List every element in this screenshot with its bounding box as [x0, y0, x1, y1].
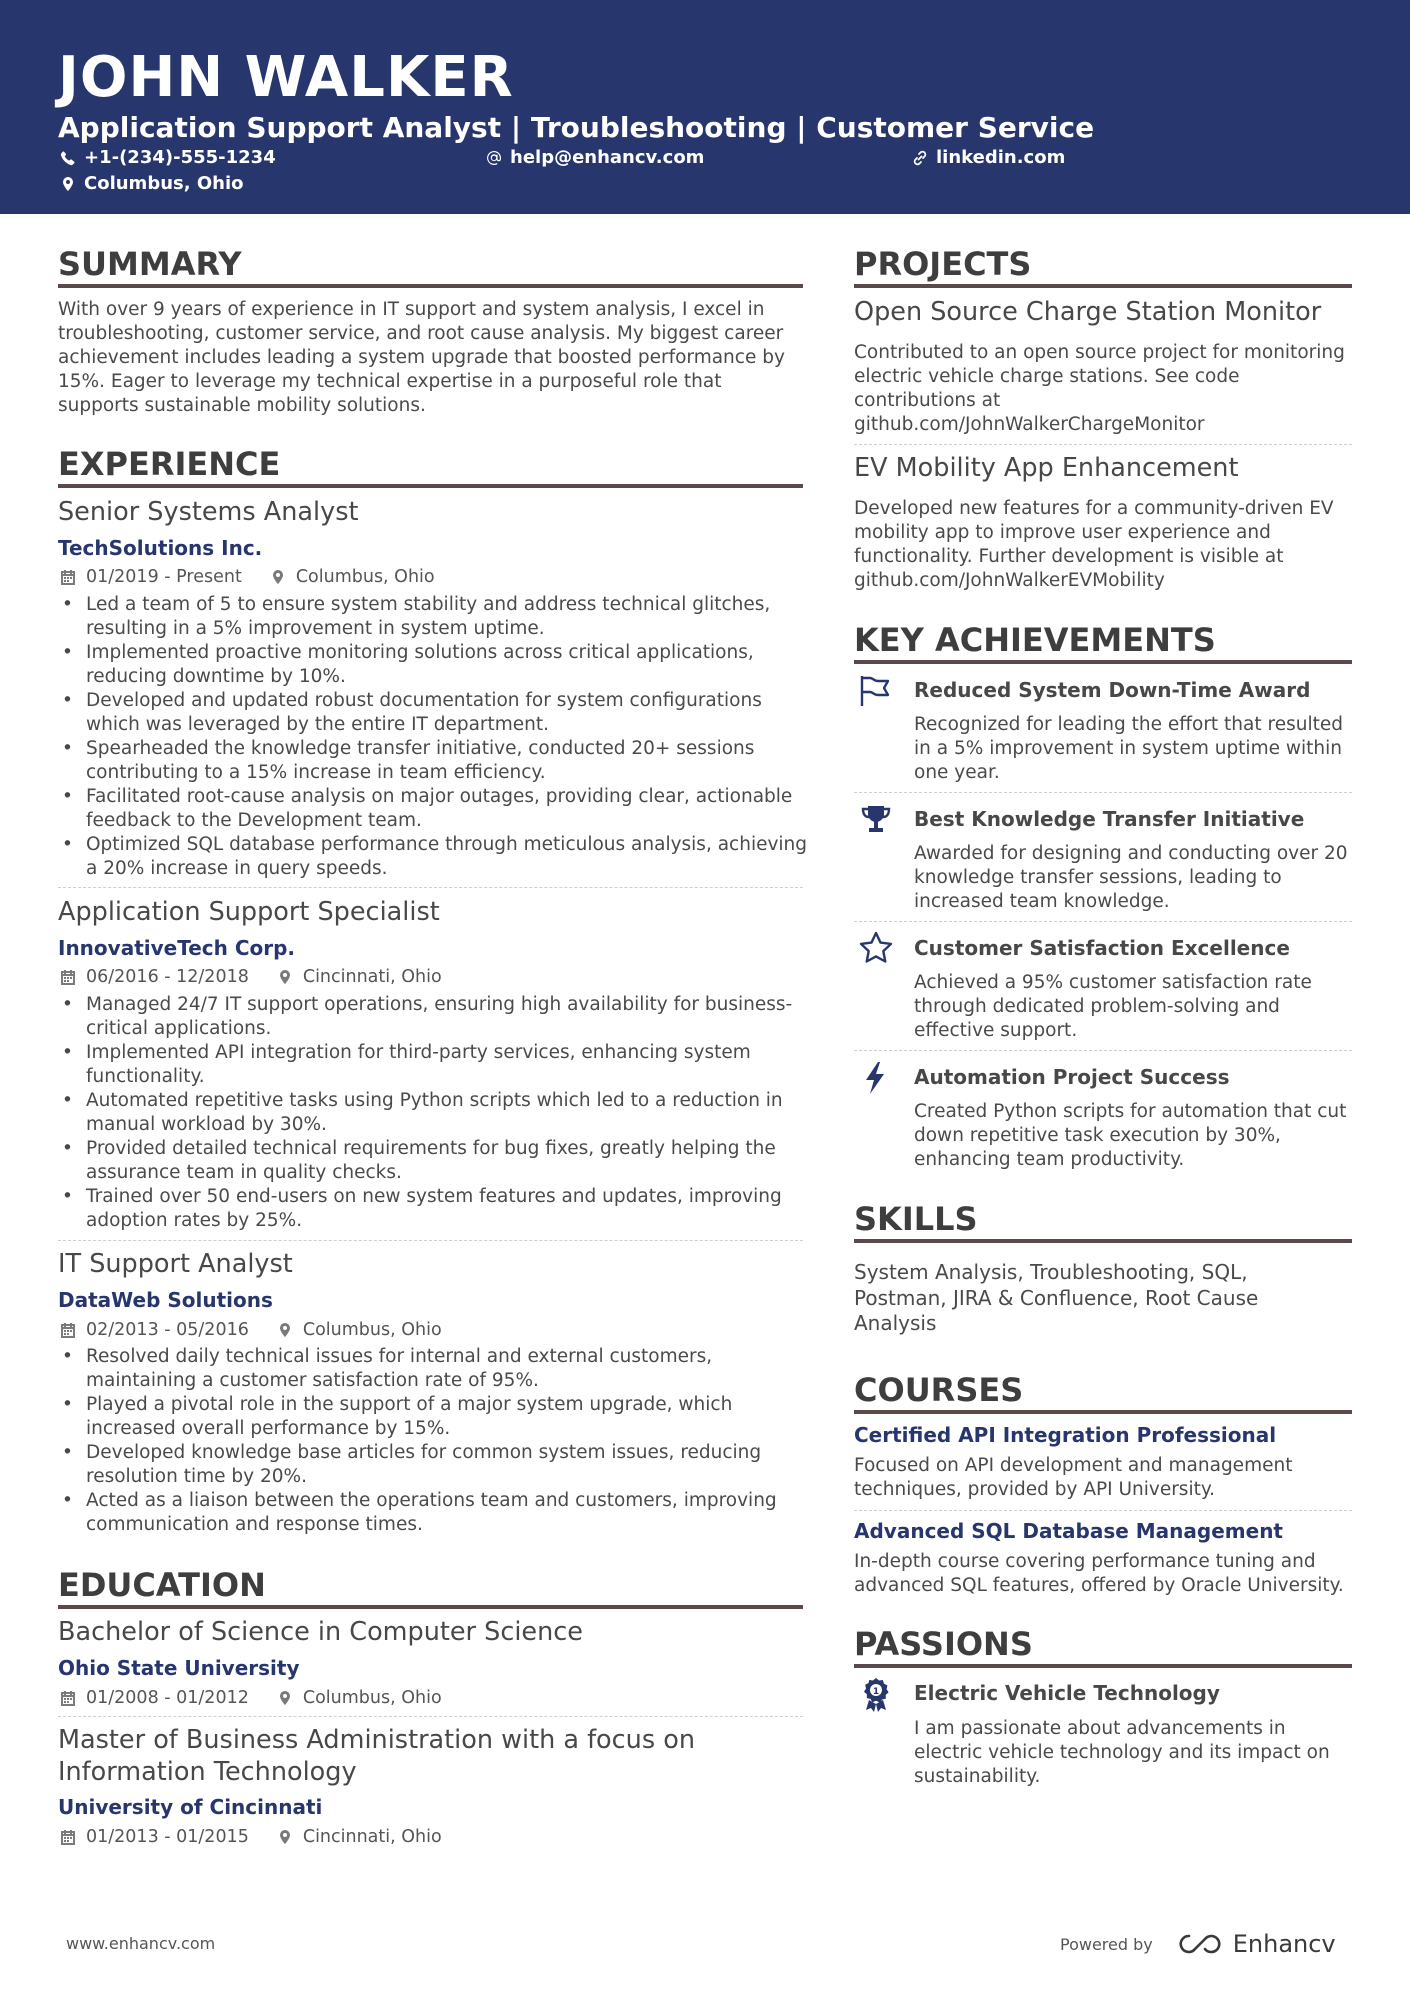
achievements-heading: KEY ACHIEVEMENTS	[854, 621, 1216, 659]
experience-heading: EXPERIENCE	[58, 445, 281, 483]
job-dates: 06/2016 - 12/2018	[86, 967, 249, 987]
star-icon	[858, 930, 894, 966]
job-location: Columbus, Ohio	[302, 1320, 442, 1340]
location-pin-icon	[277, 1829, 293, 1845]
location-pin-icon	[60, 176, 76, 192]
divider	[58, 1716, 803, 1717]
school-name: University of Cincinnati	[58, 1795, 323, 1819]
education-heading: EDUCATION	[58, 1566, 266, 1604]
calendar-icon	[60, 1322, 76, 1338]
email-text: help@enhancv.com	[510, 147, 705, 168]
job-bullets	[58, 993, 808, 1233]
education-meta	[60, 1686, 442, 1710]
project-description: Developed new features for a community-driven EV mobility app to improve user experience and functionality. Further development is visible at github.com/JohnWalkerEVMobility	[854, 498, 1334, 591]
divider	[58, 887, 803, 888]
calendar-icon	[60, 1829, 76, 1845]
list-item: • Provided detailed technical requirements for bug fixes, greatly helping the assurance team in quality checks.	[58, 1137, 808, 1185]
education-dates: 01/2013 - 01/2015	[86, 1827, 249, 1847]
list-item: • Managed 24/7 IT support operations, ensuring high availability for business-critical applications.	[58, 993, 808, 1041]
at-icon	[486, 150, 502, 166]
skills-rule	[854, 1239, 1352, 1243]
phone-contact[interactable]	[60, 146, 276, 170]
location-pin-icon	[277, 1690, 293, 1706]
list-item: • Resolved daily technical issues for internal and external customers, maintaining a customer satisfaction rate of 95%.	[58, 1345, 808, 1393]
job-company: InnovativeTech Corp.	[58, 936, 296, 960]
list-item: • Trained over 50 end-users on new system features and updates, improving adoption rates by 25%.	[58, 1185, 808, 1233]
job-role: Application Support Specialist	[58, 897, 440, 927]
divider	[854, 921, 1352, 922]
divider	[854, 444, 1352, 445]
list-item: • Implemented API integration for third-party services, enhancing system functionality.	[58, 1041, 808, 1089]
calendar-icon	[60, 969, 76, 985]
course-description: In-depth course covering performance tuning and advanced SQL features, offered by Oracle University.	[854, 1551, 1344, 1596]
flag-icon	[858, 672, 894, 708]
achievement-title: Customer Satisfaction Excellence	[914, 936, 1290, 960]
school-name: Ohio State University	[58, 1656, 300, 1680]
course-title: Advanced SQL Database Management	[854, 1519, 1283, 1543]
achievement-description: Awarded for designing and conducting over 20 knowledge transfer sessions, leading to increased team knowledge.	[914, 843, 1348, 912]
achievement-title: Automation Project Success	[914, 1065, 1230, 1089]
degree-title: Bachelor of Science in Computer Science	[58, 1617, 583, 1647]
list-item: • Facilitated root-cause analysis on major outages, providing clear, actionable feedback to the Development team.	[58, 785, 808, 833]
divider	[854, 1050, 1352, 1051]
achievement-title: Reduced System Down-Time Award	[914, 678, 1311, 702]
skills-heading: SKILLS	[854, 1200, 978, 1238]
experience-rule	[58, 484, 803, 488]
job-location: Columbus, Ohio	[295, 567, 435, 587]
phone-text: +1-(234)-555-1234	[84, 147, 276, 168]
linkedin-contact[interactable]	[912, 146, 1065, 170]
headline: Application Support Analyst | Troubleshooting | Customer Service	[58, 111, 1095, 144]
summary-text: With over 9 years of experience in IT support and system analysis, I excel in troubleshooting, customer service, and root cause analysis. My biggest career achievement includes leading a system upgrade that boosted performance by 15%. Eager to leverage my technical expertise in a purposeful role that supports sustainable mobility solutions.	[58, 299, 785, 416]
achievement-title: Best Knowledge Transfer Initiative	[914, 807, 1305, 831]
job-dates: 01/2019 - Present	[86, 567, 242, 587]
job-role: Senior Systems Analyst	[58, 497, 359, 527]
passions-heading: PASSIONS	[854, 1625, 1033, 1663]
passions-rule	[854, 1664, 1352, 1668]
job-company: TechSolutions Inc.	[58, 536, 263, 560]
candidate-name: JOHN WALKER	[58, 45, 514, 110]
list-item: • Developed and updated robust documentation for system configurations which was leveraged by the entire IT department.	[58, 689, 808, 737]
list-item: • Automated repetitive tasks using Python scripts which led to a reduction in manual workload by 30%.	[58, 1089, 808, 1137]
list-item: • Implemented proactive monitoring solutions across critical applications, reducing downtime by 10%.	[58, 641, 808, 689]
courses-rule	[854, 1410, 1352, 1414]
award-ribbon-icon	[858, 1676, 894, 1712]
projects-heading: PROJECTS	[854, 245, 1032, 283]
footer-website[interactable]: www.enhancv.com	[66, 1934, 216, 1953]
divider	[854, 1510, 1352, 1511]
location-pin-icon	[270, 569, 286, 585]
projects-rule	[854, 284, 1352, 288]
education-meta	[60, 1825, 442, 1849]
degree-title: Master of Business Administration with a focus on Information Technology	[58, 1725, 695, 1787]
job-location: Cincinnati, Ohio	[302, 967, 442, 987]
achievement-description: Created Python scripts for automation that cut down repetitive task execution by 30%, enhancing team productivity.	[914, 1101, 1347, 1170]
enhancv-logo[interactable]	[1177, 1930, 1336, 1958]
job-bullets	[58, 593, 808, 881]
location-contact	[60, 172, 244, 196]
brand-name: Enhancv	[1232, 1930, 1336, 1958]
calendar-icon	[60, 569, 76, 585]
courses-heading: COURSES	[854, 1371, 1024, 1409]
enhancv-logo-icon	[1177, 1932, 1223, 1956]
list-item: • Optimized SQL database performance through meticulous analysis, achieving a 20% increase in query speeds.	[58, 833, 808, 881]
divider	[58, 1240, 803, 1241]
job-role: IT Support Analyst	[58, 1249, 293, 1279]
skills-text: System Analysis, Troubleshooting, SQL, Postman, JIRA & Confluence, Root Cause Analysis	[854, 1260, 1259, 1335]
job-meta	[60, 965, 442, 989]
link-icon	[912, 150, 928, 166]
location-text: Columbus, Ohio	[84, 173, 244, 194]
achievement-description: Recognized for leading the effort that resulted in a 5% improvement in system uptime within one year.	[914, 714, 1343, 783]
powered-by-label: Powered by	[1060, 1934, 1153, 1954]
achievement-description: Achieved a 95% customer satisfaction rate through dedicated problem-solving and effective support.	[914, 972, 1312, 1041]
list-item: • Developed knowledge base articles for common system issues, reducing resolution time by 20%.	[58, 1441, 808, 1489]
project-name: EV Mobility App Enhancement	[854, 453, 1239, 483]
list-item: • Led a team of 5 to ensure system stability and address technical glitches, resulting in a 5% improvement in system uptime.	[58, 593, 808, 641]
location-pin-icon	[277, 969, 293, 985]
passion-description: I am passionate about advancements in electric vehicle technology and its impact on sustainability.	[914, 1718, 1330, 1787]
linkedin-text: linkedin.com	[936, 147, 1066, 168]
email-contact[interactable]	[486, 146, 704, 170]
education-location: Columbus, Ohio	[302, 1688, 442, 1708]
job-dates: 02/2013 - 05/2016	[86, 1320, 249, 1340]
lightning-icon	[858, 1060, 894, 1096]
job-meta	[60, 1318, 442, 1342]
project-description: Contributed to an open source project for monitoring electric vehicle charge stations. See code contributions at github.com/JohnWalkerChargeMonitor	[854, 342, 1345, 435]
resume-header	[0, 0, 1410, 214]
course-description: Focused on API development and management techniques, provided by API University.	[854, 1455, 1293, 1500]
job-meta	[60, 565, 435, 589]
trophy-icon	[858, 802, 894, 838]
phone-icon	[60, 150, 76, 166]
list-item: • Played a pivotal role in the support of a major system upgrade, which increased overall performance by 15%.	[58, 1393, 808, 1441]
achievements-rule	[854, 660, 1352, 664]
footer-branding	[1060, 1930, 1336, 1958]
calendar-icon	[60, 1690, 76, 1706]
list-item: • Spearheaded the knowledge transfer initiative, conducted 20+ sessions contributing to a 15% increase in team efficiency.	[58, 737, 808, 785]
job-company: DataWeb Solutions	[58, 1288, 273, 1312]
job-bullets	[58, 1345, 808, 1537]
summary-rule	[58, 284, 803, 288]
education-dates: 01/2008 - 01/2012	[86, 1688, 249, 1708]
location-pin-icon	[277, 1322, 293, 1338]
divider	[854, 792, 1352, 793]
svg-text:1: 1	[872, 1687, 880, 1697]
passion-title: Electric Vehicle Technology	[914, 1681, 1220, 1705]
project-name: Open Source Charge Station Monitor	[854, 297, 1322, 327]
list-item: • Acted as a liaison between the operations team and customers, improving communication and response times.	[58, 1489, 808, 1537]
education-location: Cincinnati, Ohio	[302, 1827, 442, 1847]
education-rule	[58, 1605, 803, 1609]
summary-heading: SUMMARY	[58, 245, 242, 283]
course-title: Certified API Integration Professional	[854, 1423, 1277, 1447]
